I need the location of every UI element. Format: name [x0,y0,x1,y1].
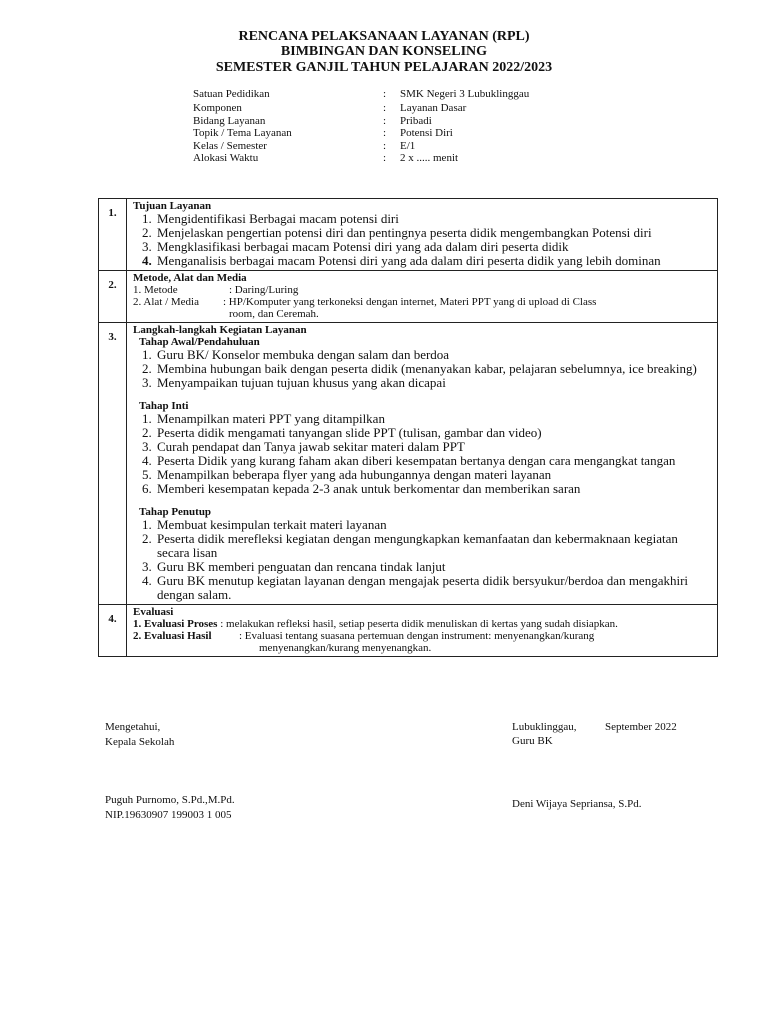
meta-value: 2 x ..... menit [400,152,459,165]
stage-title-penutup: Tahap Penutup [139,506,212,518]
doc-title-line-2: BIMBINGAN DAN KONSELING [280,44,488,59]
section-row-evaluasi [99,605,718,657]
evaluasi-hasil-key: 2. Evaluasi Hasil [133,630,212,642]
meta-row-kelas [193,140,529,152]
meta-info-block [193,88,529,164]
meta-label: Kelas / Semester [193,139,267,152]
meta-value: Pribadi [400,114,432,127]
list-item: 2. Menjelaskan pengertian potensi diri dan pentingnya peserta didik mengembangkan Potensi diri [155,226,712,240]
alat-key: 2. Alat / Media [133,296,199,308]
meta-label: Alokasi Waktu [193,152,259,165]
signature-right-role: Guru BK [512,735,553,747]
meta-colon: : [383,114,387,127]
metode-line [133,284,712,296]
meta-label: Topik / Tema Layanan [193,127,292,140]
section-number: 3. [99,323,127,605]
list-item: 2. Membina hubungan baik dengan peserta didik (menanyakan kabar, pelajaran sebelumnya, ice breaking) [155,362,712,376]
meta-label: Satuan Pedidikan [193,88,270,100]
section-content [127,199,718,271]
signature-left-nip: NIP.19630907 199003 1 005 [105,809,232,821]
list-item: 1. Membuat kesimpulan terkait materi layanan [155,518,712,532]
objective-list [133,212,712,268]
signature-right-place: Lubuklinggau, [512,721,577,733]
evaluasi-hasil-continuation: menyenangkan/kurang menyenangkan. [259,642,432,654]
meta-row-bidang [193,115,529,127]
list-item: 2. Peserta didik mengamati tanyangan slide PPT (tulisan, gambar dan video) [155,426,712,440]
alat-value: : HP/Komputer yang terkoneksi dengan internet, Materi PPT yang di upload di Class [223,296,597,308]
section-content [127,323,718,605]
stage-title-inti: Tahap Inti [139,400,189,412]
signature-left-acknowledge: Mengetahui, [105,721,161,733]
section-row-tujuan [99,199,718,271]
list-item: 5. Menampilkan beberapa flyer yang ada hubungannya dengan materi layanan [155,468,712,482]
list-item: 3. Menyampaikan tujuan tujuan khusus yang akan dicapai [155,376,712,390]
evaluasi-proses-value: : melakukan refleksi hasil, setiap peserta didik menuliskan di kertas yang sudah disiapkan. [217,618,618,630]
list-item: 4. Menganalisis berbagai macam Potensi diri yang ada dalam diri peserta didik yang lebih dominan [155,254,712,268]
evaluasi-hasil-line [133,630,712,642]
meta-value: SMK Negeri 3 Lubuklinggau [400,88,530,100]
list-item: 1. Guru BK/ Konselor membuka dengan salam dan berdoa [155,348,712,362]
meta-row-alokasi [193,152,529,164]
stage-list-inti [133,412,712,496]
evaluasi-hasil-value: : Evaluasi tentang suasana pertemuan dengan instrument: menyenangkan/kurang [239,630,595,642]
list-item: 2. Peserta didik merefleksi kegiatan dengan mengungkapkan kemanfaatan dan kebermaknaan kegiatan secara lisan [155,532,712,560]
doc-title-line-1: RENCANA PELAKSANAAN LAYANAN (RPL) [238,29,530,44]
doc-title-line-3: SEMESTER GANJIL TAHUN PELAJARAN 2022/2023 [215,60,553,75]
stage-title-awal: Tahap Awal/Pendahuluan [139,336,260,348]
meta-colon: : [383,127,387,140]
meta-label: Bidang Layanan [193,114,266,127]
evaluasi-proses-key: 1. Evaluasi Proses [133,618,218,630]
meta-value: Potensi Diri [400,127,453,140]
meta-value: E/1 [400,139,416,152]
list-item: 3. Mengklasifikasi berbagai macam Potensi diri yang ada dalam diri peserta didik [155,240,712,254]
meta-colon: : [383,102,387,115]
alat-line [133,296,712,308]
meta-label: Komponen [193,102,242,115]
section-row-metode [99,271,718,323]
meta-colon: : [383,88,387,100]
section-content [127,605,718,657]
metode-key: 1. Metode [133,284,178,296]
list-item: 1. Menampilkan materi PPT yang ditampilkan [155,412,712,426]
signature-right-name: Deni Wijaya Sepriansa, S.Pd. [512,798,642,810]
signature-right-date: September 2022 [605,721,677,733]
meta-row-topik [193,127,529,139]
list-item: 4. Guru BK menutup kegiatan layanan dengan mengajak peserta didik bersyukur/berdoa dan mengakhiri dengan salam. [155,574,712,602]
section-row-langkah [99,323,718,605]
list-item: 1. Mengidentifikasi Berbagai macam potensi diri [155,212,712,226]
meta-colon: : [383,152,387,165]
stage-list-penutup [133,518,712,602]
section-number: 1. [99,199,127,271]
list-item: 6. Memberi kesempatan kepada 2-3 anak untuk berkomentar dan memberikan saran [155,482,712,496]
meta-colon: : [383,139,387,152]
evaluasi-proses-line [133,618,712,630]
meta-row-komponen [193,102,529,114]
section-content [127,271,718,323]
section-number: 2. [99,271,127,323]
signature-left-role: Kepala Sekolah [105,736,175,748]
alat-continuation: room, dan Ceremah. [229,308,319,320]
section-number: 4. [99,605,127,657]
stage-list-awal [133,348,712,390]
list-item: 3. Curah pendapat dan Tanya jawab sekitar materi dalam PPT [155,440,712,454]
list-item: 3. Guru BK memberi penguatan dan rencana tindak lanjut [155,560,712,574]
meta-value: Layanan Dasar [400,102,467,115]
section-title: Tujuan Layanan [133,200,212,212]
meta-row-satuan [193,88,529,100]
rpl-table [98,198,718,657]
signature-left-name: Puguh Purnomo, S.Pd.,M.Pd. [105,794,235,806]
section-title: Metode, Alat dan Media [133,272,247,284]
section-title: Evaluasi [133,606,174,618]
metode-value: : Daring/Luring [229,284,299,296]
section-title: Langkah-langkah Kegiatan Layanan [133,324,307,336]
list-item: 4. Peserta Didik yang kurang faham akan diberi kesempatan bertanya dengan cara mengangkat tangan [155,454,712,468]
